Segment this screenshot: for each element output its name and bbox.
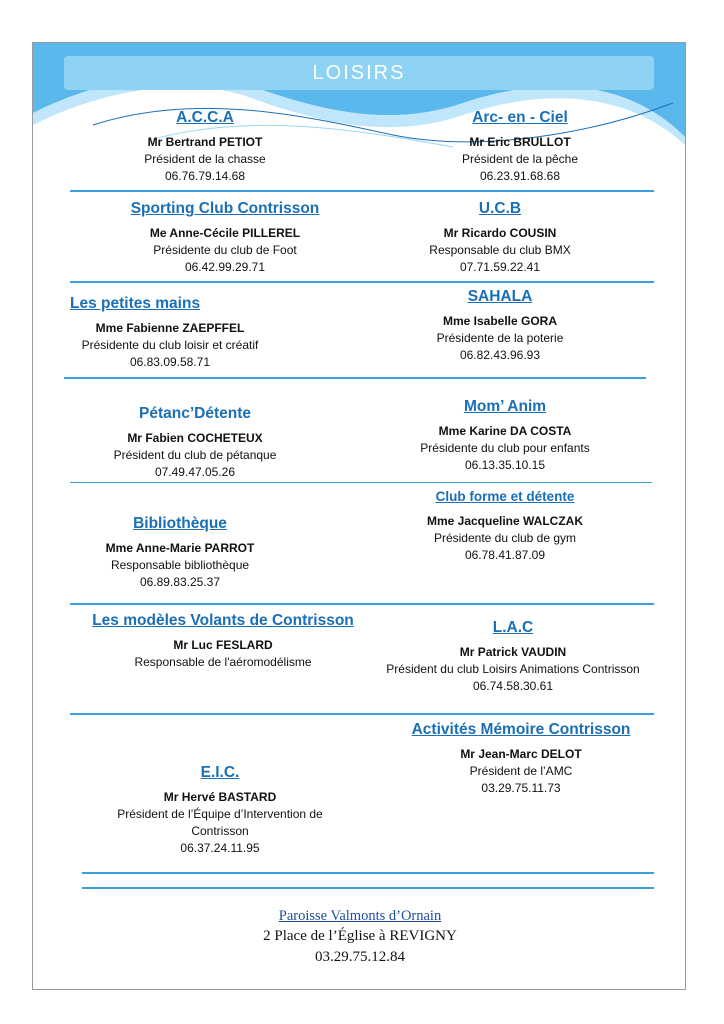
section-divider xyxy=(70,603,654,605)
org-contact-phone: 06.83.09.58.71 xyxy=(129,355,211,369)
org-acca xyxy=(115,108,295,185)
org-sporting-club xyxy=(100,199,350,276)
org-contact-phone: 07.49.47.05.26 xyxy=(154,465,236,479)
org-contact-phone: 06.23.91.68.68 xyxy=(479,169,561,183)
org-activites-memoire xyxy=(396,720,646,797)
org-petites-mains xyxy=(70,294,270,371)
org-contact-person: Mr Patrick VAUDIN xyxy=(459,645,567,659)
org-name: Club forme et détente xyxy=(435,489,575,504)
org-contact-role: Présidente du club de Foot xyxy=(153,243,297,257)
org-name: Les petites mains xyxy=(70,295,201,312)
org-name: Les modèles Volants de Contrisson xyxy=(92,612,354,629)
section-divider xyxy=(70,713,654,715)
org-name: Sporting Club Contrisson xyxy=(130,200,320,217)
org-contact-person: Mme Anne-Marie PARROT xyxy=(105,541,255,555)
org-modeles-volants xyxy=(78,611,368,671)
org-contact-role: Président de l’Équipe d’Intervention de xyxy=(117,807,323,821)
org-contact-role: Président de l’AMC xyxy=(469,764,573,778)
org-name: SAHALA xyxy=(467,288,533,305)
org-ucb xyxy=(400,199,600,276)
org-contact-person: Mr Luc FESLARD xyxy=(173,638,273,652)
parish-name: Paroisse Valmonts d’Ornain xyxy=(278,908,442,924)
org-bibliotheque xyxy=(80,514,280,591)
org-contact-role: Présidente du club de gym xyxy=(433,531,577,545)
org-contact-role: Responsable de l'aéromodélisme xyxy=(134,655,312,669)
org-name: L.A.C xyxy=(492,619,534,636)
footer-divider-bottom xyxy=(82,887,654,889)
org-contact-role: Président de la chasse xyxy=(144,152,266,166)
footer-divider-top xyxy=(82,872,654,874)
org-contact-phone: 07.71.59.22.41 xyxy=(459,260,541,274)
org-contact-role: Responsable du club BMX xyxy=(429,243,571,257)
org-name: Arc- en - Ciel xyxy=(472,109,568,126)
org-contact-phone: 06.78.41.87.09 xyxy=(464,548,546,562)
org-name: U.C.B xyxy=(478,200,522,217)
org-club-forme xyxy=(390,487,620,564)
parish-phone: 03.29.75.12.84 xyxy=(315,949,405,965)
org-name: Activités Mémoire Contrisson xyxy=(411,721,631,738)
org-contact-phone: 06.13.35.10.15 xyxy=(464,458,546,472)
parish-footer xyxy=(200,906,520,968)
org-contact-role: Contrisson xyxy=(191,824,249,838)
section-banner xyxy=(64,56,654,90)
org-contact-phone: 06.76.79.14.68 xyxy=(164,169,246,183)
parish-address: 2 Place de l’Église à REVIGNY xyxy=(263,928,457,944)
org-contact-phone: 06.74.58.30.61 xyxy=(472,679,554,693)
org-sahala xyxy=(400,287,600,364)
org-contact-person: Mr Hervé BASTARD xyxy=(163,790,277,804)
org-name: Mom’ Anim xyxy=(463,398,547,415)
org-contact-person: Me Anne-Cécile PILLEREL xyxy=(149,226,301,240)
org-contact-phone: 06.82.43.96.93 xyxy=(459,348,541,362)
org-mom-anim xyxy=(390,397,620,474)
org-contact-role: Président du club Loisirs Animations Contrisson xyxy=(386,662,640,676)
org-name: Pétanc’Détente xyxy=(139,405,251,422)
org-petanc-detente xyxy=(90,404,300,481)
org-arc-en-ciel xyxy=(430,108,610,185)
page-title: LOISIRS xyxy=(312,61,406,84)
org-contact-role: Présidente du club loisir et créatif xyxy=(81,338,259,352)
org-contact-person: Mme Karine DA COSTA xyxy=(438,424,572,438)
org-name: Bibliothèque xyxy=(133,515,227,532)
org-contact-person: Mme Isabelle GORA xyxy=(442,314,558,328)
org-contact-phone: 06.37.24.11.95 xyxy=(180,841,260,855)
section-divider xyxy=(64,377,646,379)
org-contact-phone: 06.42.99.29.71 xyxy=(184,260,266,274)
org-contact-person: Mr Jean-Marc DELOT xyxy=(460,747,582,761)
org-contact-person: Mr Fabien COCHETEUX xyxy=(127,431,263,445)
org-contact-role: Président de la pêche xyxy=(461,152,579,166)
section-divider xyxy=(70,281,654,283)
org-lac xyxy=(360,618,666,695)
org-contact-person: Mr Ricardo COUSIN xyxy=(443,226,557,240)
org-contact-phone: 03.29.75.11.73 xyxy=(481,781,561,795)
org-contact-role: Présidente de la poterie xyxy=(436,331,564,345)
org-contact-role: Président du club de pétanque xyxy=(113,448,277,462)
org-contact-person: Mr Eric BRULLOT xyxy=(469,135,571,149)
org-eic xyxy=(92,763,348,857)
org-contact-person: Mme Jacqueline WALCZAK xyxy=(426,514,584,528)
section-divider xyxy=(70,482,652,483)
org-contact-role: Présidente du club pour enfants xyxy=(420,441,590,455)
org-contact-phone: 06.89.83.25.37 xyxy=(139,575,221,589)
section-divider xyxy=(70,190,654,192)
org-name: E.I.C. xyxy=(200,764,240,781)
org-name: A.C.C.A xyxy=(176,109,234,126)
org-contact-role: Responsable bibliothèque xyxy=(110,558,250,572)
org-contact-person: Mr Bertrand PETIOT xyxy=(147,135,263,149)
org-contact-person: Mme Fabienne ZAEPFFEL xyxy=(95,321,245,335)
